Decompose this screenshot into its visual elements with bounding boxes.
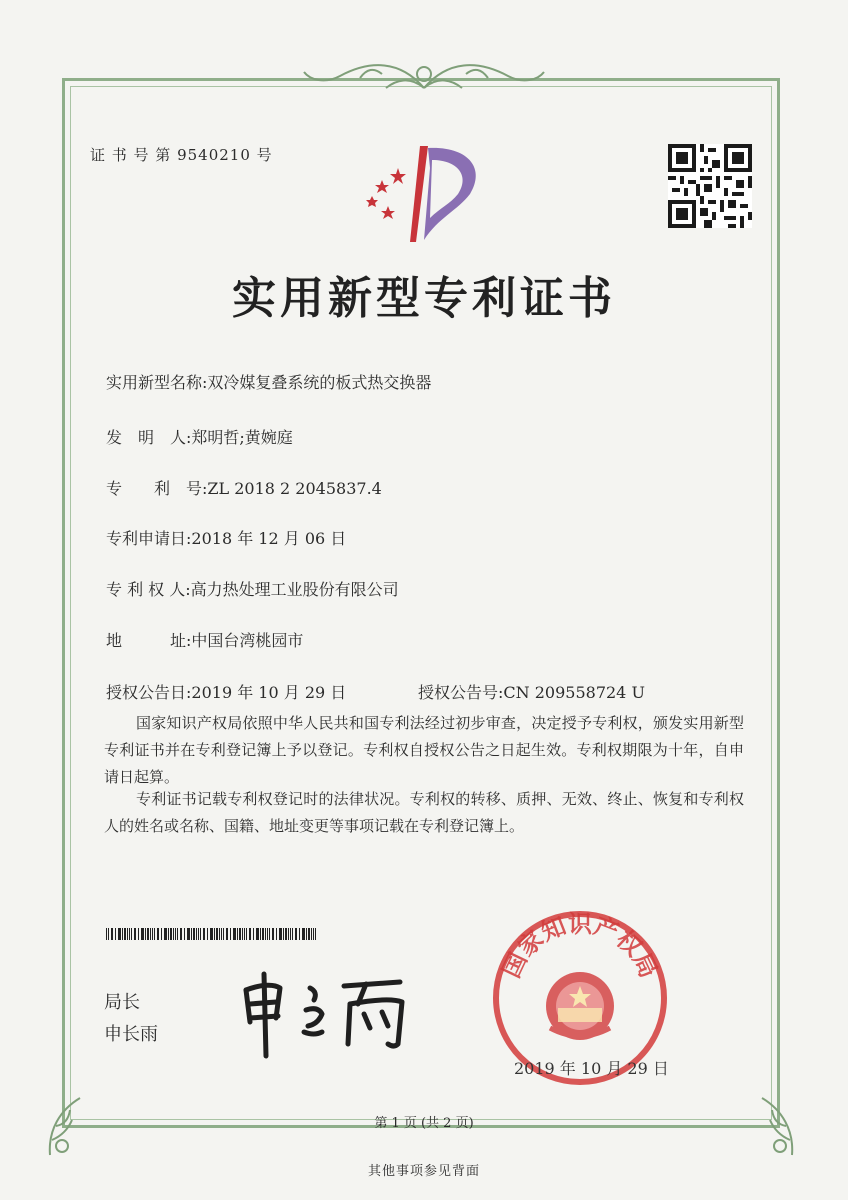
barcode-bar: [279, 928, 282, 940]
barcode-bar: [203, 928, 205, 940]
barcode-bar: [308, 928, 310, 940]
svg-text:国家知识产权局: [496, 909, 663, 982]
field-label: 专 利 号:: [106, 479, 208, 498]
barcode-bar: [237, 928, 238, 940]
barcode-bar: [122, 928, 123, 940]
field-grant-announcement-number: [418, 680, 645, 703]
barcode-bar: [184, 928, 185, 940]
signatory-name: 申长雨: [104, 1024, 158, 1045]
barcode-bar: [200, 928, 201, 940]
field-label: 地 址:: [106, 631, 192, 650]
barcode-bar: [191, 928, 192, 940]
barcode-bar: [106, 928, 107, 940]
seal-date: 2019 年 10 月 29 日: [514, 1059, 669, 1078]
field-value: 2019 年 10 月 29 日: [191, 683, 347, 702]
barcode-bar: [152, 928, 153, 940]
barcode-bar: [269, 928, 270, 940]
barcode-bar: [230, 928, 231, 940]
barcode-bar: [244, 928, 245, 940]
field-label: 专 利 权 人:: [106, 580, 191, 599]
certificate-number: 证 书 号 第 9540210 号: [90, 146, 273, 164]
barcode-bar: [129, 928, 130, 940]
field-value: 中国台湾桃园市: [191, 631, 304, 650]
barcode: [106, 928, 318, 940]
field-label: 专利申请日:: [106, 529, 192, 548]
field-value: CN 209558724 U: [503, 683, 645, 702]
barcode-bar: [111, 928, 113, 940]
barcode-bar: [311, 928, 312, 940]
barcode-bar: [118, 928, 121, 940]
barcode-bar: [288, 928, 289, 940]
footer-note: 其他事项参见背面: [367, 1164, 480, 1179]
field-value: 2018 年 12 月 06 日: [191, 529, 347, 548]
barcode-bar: [157, 928, 159, 940]
barcode-bar: [295, 928, 297, 940]
barcode-bar: [242, 928, 243, 940]
barcode-bar: [260, 928, 261, 940]
seal-text: 国家知识产权局: [496, 909, 664, 983]
barcode-bar: [253, 928, 254, 940]
barcode-bar: [306, 928, 307, 940]
barcode-bar: [221, 928, 222, 940]
field-value: 双冷媒复叠系统的板式热交换器: [207, 373, 432, 392]
barcode-bar: [272, 928, 274, 940]
barcode-bar: [315, 928, 316, 940]
barcode-bar: [299, 928, 300, 940]
field-patentee: [106, 577, 399, 600]
qr-code: [668, 144, 752, 228]
barcode-bar: [108, 928, 109, 940]
barcode-bar: [131, 928, 132, 940]
field-label: 授权公告号:: [418, 683, 504, 702]
barcode-bar: [180, 928, 182, 940]
barcode-bar: [177, 928, 178, 940]
page-indicator: 第 1 页 (共 2 页): [374, 1116, 474, 1131]
barcode-bar: [239, 928, 241, 940]
barcode-bar: [175, 928, 176, 940]
barcode-bar: [223, 928, 224, 940]
barcode-bar: [216, 928, 218, 940]
field-utility-model-name: [106, 370, 431, 393]
certificate-title: 实用新型专利证书: [232, 273, 616, 324]
barcode-bar: [214, 928, 215, 940]
barcode-bar: [150, 928, 151, 940]
field-address: [106, 628, 303, 651]
barcode-bar: [246, 928, 247, 940]
barcode-bar: [256, 928, 259, 940]
field-grant-announcement-date: [106, 680, 346, 703]
field-label: 授权公告日:: [106, 683, 192, 702]
handwritten-signature: [232, 960, 422, 1060]
legal-paragraph: 国家知识产权局依照中华人民共和国专利法经过初步审查，决定授予专利权，颁发实用新型专利证书并在专利登记簿上予以登记。专利权自授权公告之日起生效。专利权期限为十年，自申请日起算。: [104, 714, 744, 786]
barcode-bar: [302, 928, 305, 940]
barcode-bar: [290, 928, 291, 940]
barcode-bar: [127, 928, 128, 940]
barcode-bar: [267, 928, 268, 940]
barcode-bar: [145, 928, 146, 940]
field-label: 实用新型名称:: [106, 373, 208, 392]
barcode-bar: [187, 928, 190, 940]
field-value: 高力热处理工业股份有限公司: [190, 580, 399, 599]
patent-office-logo: [358, 138, 488, 248]
barcode-bar: [154, 928, 155, 940]
barcode-bar: [276, 928, 277, 940]
signatory-title: 局长: [104, 992, 140, 1013]
barcode-bar: [124, 928, 126, 940]
field-label: 发 明 人:: [106, 428, 192, 447]
barcode-bar: [198, 928, 199, 940]
barcode-bar: [115, 928, 116, 940]
barcode-bar: [138, 928, 139, 940]
barcode-bar: [161, 928, 162, 940]
field-application-date: [106, 526, 346, 549]
barcode-bar: [193, 928, 195, 940]
barcode-bar: [147, 928, 149, 940]
barcode-bar: [170, 928, 172, 940]
barcode-bar: [210, 928, 213, 940]
field-value: ZL 2018 2 2045837.4: [207, 479, 382, 498]
barcode-bar: [285, 928, 287, 940]
barcode-bar: [292, 928, 293, 940]
barcode-bar: [141, 928, 144, 940]
barcode-bar: [313, 928, 314, 940]
field-value: 郑明哲;黄婉庭: [191, 428, 293, 447]
top-ornament: [300, 58, 548, 98]
legal-paragraph: 专利证书记载专利权登记时的法律状况。专利权的转移、质押、无效、终止、恢复和专利权人的姓名或名称、国籍、地址变更等事项记载在专利登记簿上。: [104, 790, 744, 835]
barcode-bar: [134, 928, 136, 940]
barcode-bar: [207, 928, 208, 940]
barcode-bar: [283, 928, 284, 940]
barcode-bar: [233, 928, 236, 940]
field-patent-number: [106, 476, 382, 499]
barcode-bar: [219, 928, 220, 940]
barcode-bar: [249, 928, 251, 940]
field-inventor: [106, 425, 293, 448]
barcode-bar: [265, 928, 266, 940]
barcode-bar: [173, 928, 174, 940]
barcode-bar: [226, 928, 228, 940]
barcode-bar: [196, 928, 197, 940]
barcode-bar: [168, 928, 169, 940]
barcode-bar: [164, 928, 167, 940]
barcode-bar: [262, 928, 264, 940]
